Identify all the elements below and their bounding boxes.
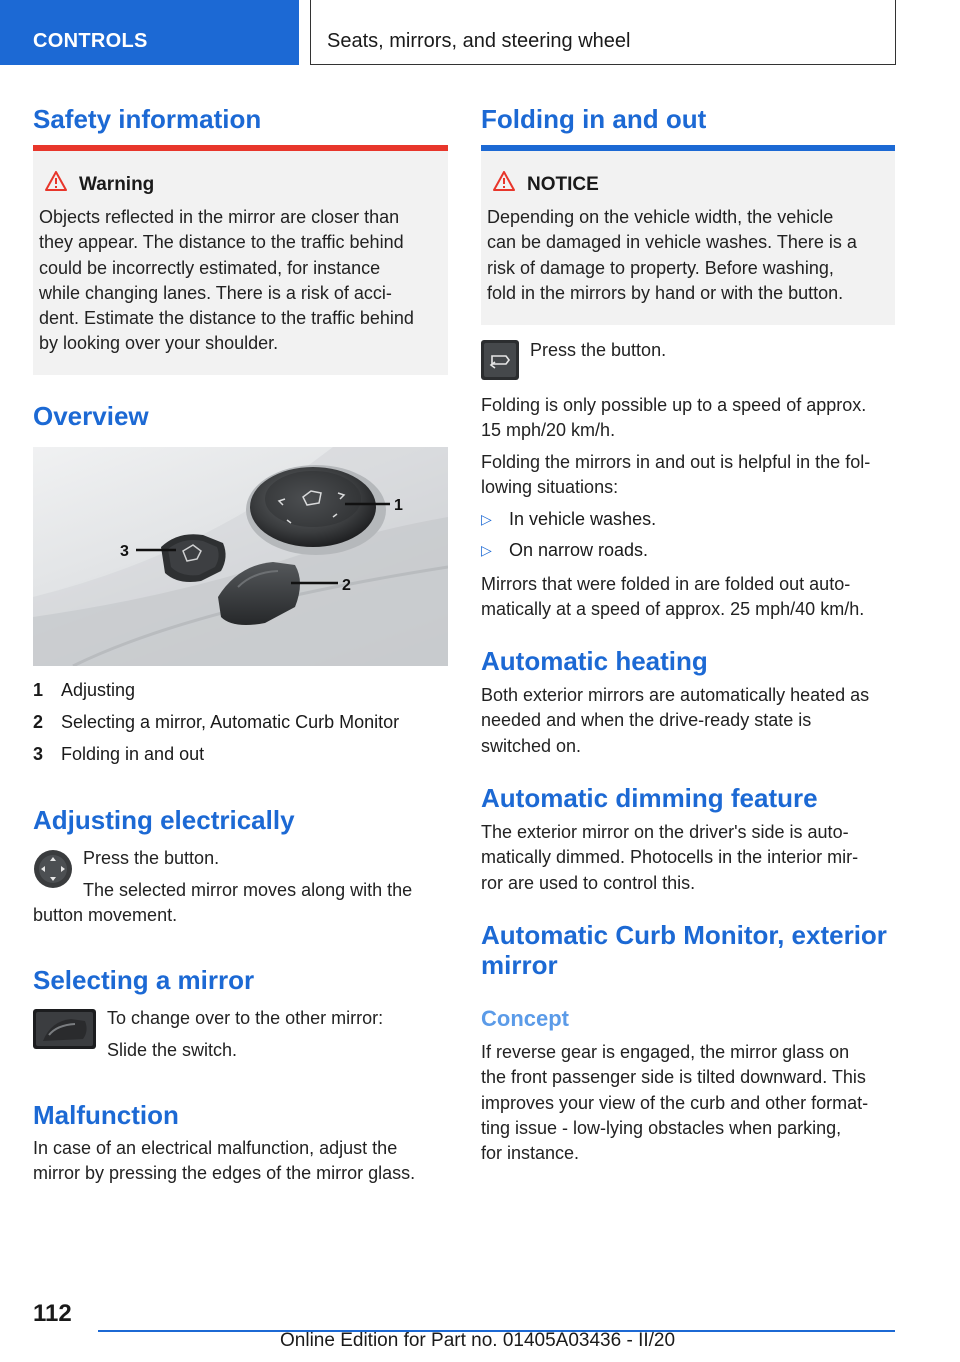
warning-line: could be incorrectly estimated, for instance [39,257,381,278]
folding-text [481,393,870,500]
warning-box [33,145,448,375]
curb-heading: Automatic Curb Monitor, exterior [481,920,887,950]
warning-line: while changing lanes. There is a risk of acci- [39,282,392,303]
warning-title: Warning [79,174,155,195]
bullet-triangle-icon: ▷ [481,542,492,558]
concept-text [481,1040,868,1166]
fold-button-icon [481,340,519,380]
warning-line: dent. Estimate the distance to the traffic behind [39,308,414,329]
press-button-text: Press the button. [530,340,667,360]
selecting-line: To change over to the other mirror: [107,1008,384,1028]
dimming-line: The exterior mirror on the driver's side is auto- [481,822,849,842]
selecting-line: Slide the switch. [107,1040,238,1060]
heating-line: Both exterior mirrors are automatically heated as [481,685,870,705]
foldout-line: Mirrors that were folded in are folded out auto- [481,574,851,594]
dimming-text [481,820,858,896]
adjusting-line: button movement. [33,905,178,925]
legend-text: Adjusting [61,680,136,700]
warning-text [39,205,444,357]
concept-line: ting issue - low-lying obstacles when parking, [481,1117,842,1138]
selecting-heading: Selecting a mirror [33,965,255,995]
callout-2: 2 [342,577,351,594]
warning-line: Objects reflected in the mirror are closer than [39,207,400,227]
mirror-switch-icon [33,1009,96,1049]
mirror-controls-photo [33,447,448,666]
adjusting-line: Press the button. [83,848,220,868]
warning-line: by looking over your shoulder. [39,333,279,354]
notice-text [487,205,892,306]
warning-icon [45,171,67,191]
folding-line: Folding the mirrors in and out is helpful in the fol- [481,451,871,472]
folding-line: 15 mph/20 km/h. [481,420,616,441]
notice-title: NOTICE [527,174,599,195]
notice-line: fold in the mirrors by hand or with the button. [487,282,844,303]
callout-3: 3 [120,543,129,560]
foldout-text [481,572,864,623]
notice-line: risk of damage to property. Before washing, [487,257,834,278]
legend-text: Selecting a mirror, Automatic Curb Monitor [61,712,400,732]
malfunction-heading: Malfunction [33,1100,179,1130]
notice-icon [493,171,515,191]
adjust-button-icon [33,849,73,889]
warning-line: they appear. The distance to the traffic behind [39,232,404,253]
overview-heading: Overview [33,401,149,431]
legend-number: 1 [33,680,44,700]
chapter-title: Seats, mirrors, and steering wheel [327,30,631,52]
notice-line: can be damaged in vehicle washes. There is a [487,232,857,253]
folding-line: Folding is only possible up to a speed of approx. [481,395,867,415]
legend-number: 2 [33,712,44,732]
concept-line: for instance. [481,1143,580,1164]
dimming-line: ror are used to control this. [481,872,696,893]
bullet-triangle-icon: ▷ [481,511,492,527]
dimming-heading: Automatic dimming feature [481,783,818,813]
foldout-line: matically at a speed of approx. 25 mph/40 km/h. [481,599,865,620]
warning-bar [33,145,448,151]
curb-heading-cont: mirror [481,950,558,980]
heating-text [481,683,869,759]
bullet-text: In vehicle washes. [509,509,657,529]
legend-text: Folding in and out [61,744,205,764]
section-title: CONTROLS [33,30,148,52]
folding-line: lowing situations: [481,476,619,497]
adjusting-line: The selected mirror moves along with the [83,880,413,900]
section-tab [0,0,299,65]
malfunction-line: In case of an electrical malfunction, adjust the [33,1138,398,1158]
adjusting-heading: Adjusting electrically [33,805,295,835]
bullet-text: On narrow roads. [509,540,649,560]
heating-line: switched on. [481,735,582,756]
concept-line: If reverse gear is engaged, the mirror glass on [481,1042,850,1062]
malfunction-line: mirror by pressing the edges of the mirror glass. [33,1163,416,1184]
notice-box [481,145,895,325]
page-number: 112 [33,1300,72,1327]
dimming-line: matically dimmed. Photocells in the interior mir- [481,847,859,868]
concept-line: the front passenger side is tilted downward. This [481,1067,866,1088]
malfunction-text [33,1136,415,1187]
mirror-controls-illustration [33,447,448,666]
notice-line: Depending on the vehicle width, the vehicle [487,207,834,227]
safety-heading: Safety information [33,104,262,134]
chapter-tab [310,0,896,65]
heating-line: needed and when the drive-ready state is [481,710,812,731]
footer-edition: Online Edition for Part no. 01405A03436 - II/20 [280,1330,676,1351]
notice-bar [481,145,895,151]
concept-heading: Concept [481,1006,569,1031]
heating-heading: Automatic heating [481,646,708,676]
folding-heading: Folding in and out [481,104,707,134]
concept-line: improves your view of the curb and other format- [481,1092,869,1113]
legend-number: 3 [33,744,44,764]
callout-1: 1 [394,497,403,514]
